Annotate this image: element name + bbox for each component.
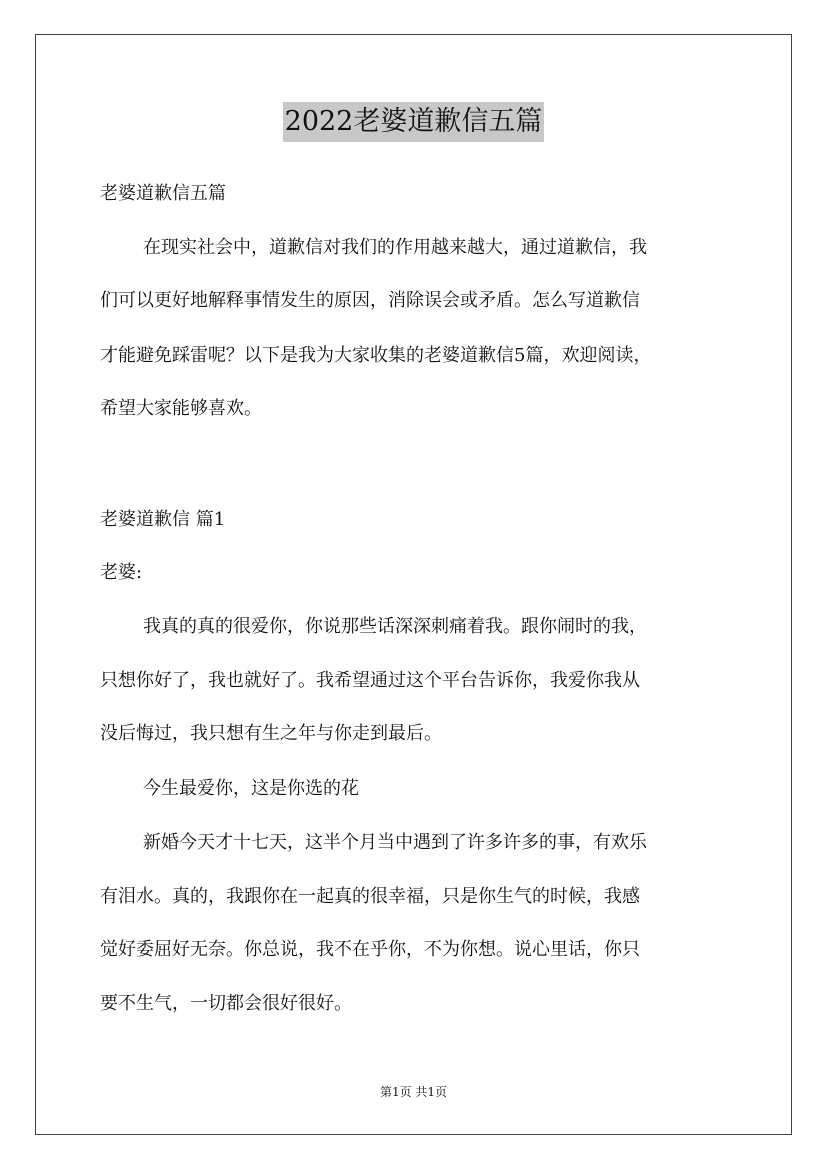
document-title (0, 100, 827, 142)
paragraph-1-line-3: 没后悔过，我只想有生之年与你走到最后。 (100, 723, 442, 744)
intro-line-1: 在现实社会中，道歉信对我们的作用越来越大，通过道歉信，我 (143, 237, 647, 258)
document-title-text: 2022老婆道歉信五篇 (283, 102, 545, 142)
subtitle: 老婆道歉信五篇 (100, 183, 226, 204)
paragraph-2-line-1: 今生最爱你，这是你选的花 (143, 778, 359, 799)
paragraph-1-line-2: 只想你好了，我也就好了。我希望通过这个平台告诉你，我爱你我从 (100, 670, 640, 691)
intro-line-4: 希望大家能够喜欢。 (100, 398, 262, 419)
paragraph-3-line-4: 要不生气，一切都会很好很好。 (100, 993, 352, 1014)
page-number-footer: 第1页 共1页 (379, 1085, 448, 1099)
section-heading: 老婆道歉信 篇1 (100, 509, 226, 530)
paragraph-3-line-1: 新婚今天才十七天，这半个月当中遇到了许多许多的事，有欢乐 (143, 832, 647, 853)
intro-line-3: 才能避免踩雷呢？以下是我为大家收集的老婆道歉信5篇，欢迎阅读， (100, 345, 652, 366)
paragraph-3-line-2: 有泪水。真的，我跟你在一起真的很幸福，只是你生气的时候，我感 (100, 886, 640, 907)
intro-line-2: 们可以更好地解释事情发生的原因，消除误会或矛盾。怎么写道歉信 (100, 290, 640, 311)
paragraph-3-line-3: 觉好委屈好无奈。你总说，我不在乎你，不为你想。说心里话，你只 (100, 939, 640, 960)
paragraph-1-line-1: 我真的真的很爱你，你说那些话深深刺痛着我。跟你闹时的我， (143, 616, 647, 637)
salutation: 老婆: (100, 562, 143, 583)
